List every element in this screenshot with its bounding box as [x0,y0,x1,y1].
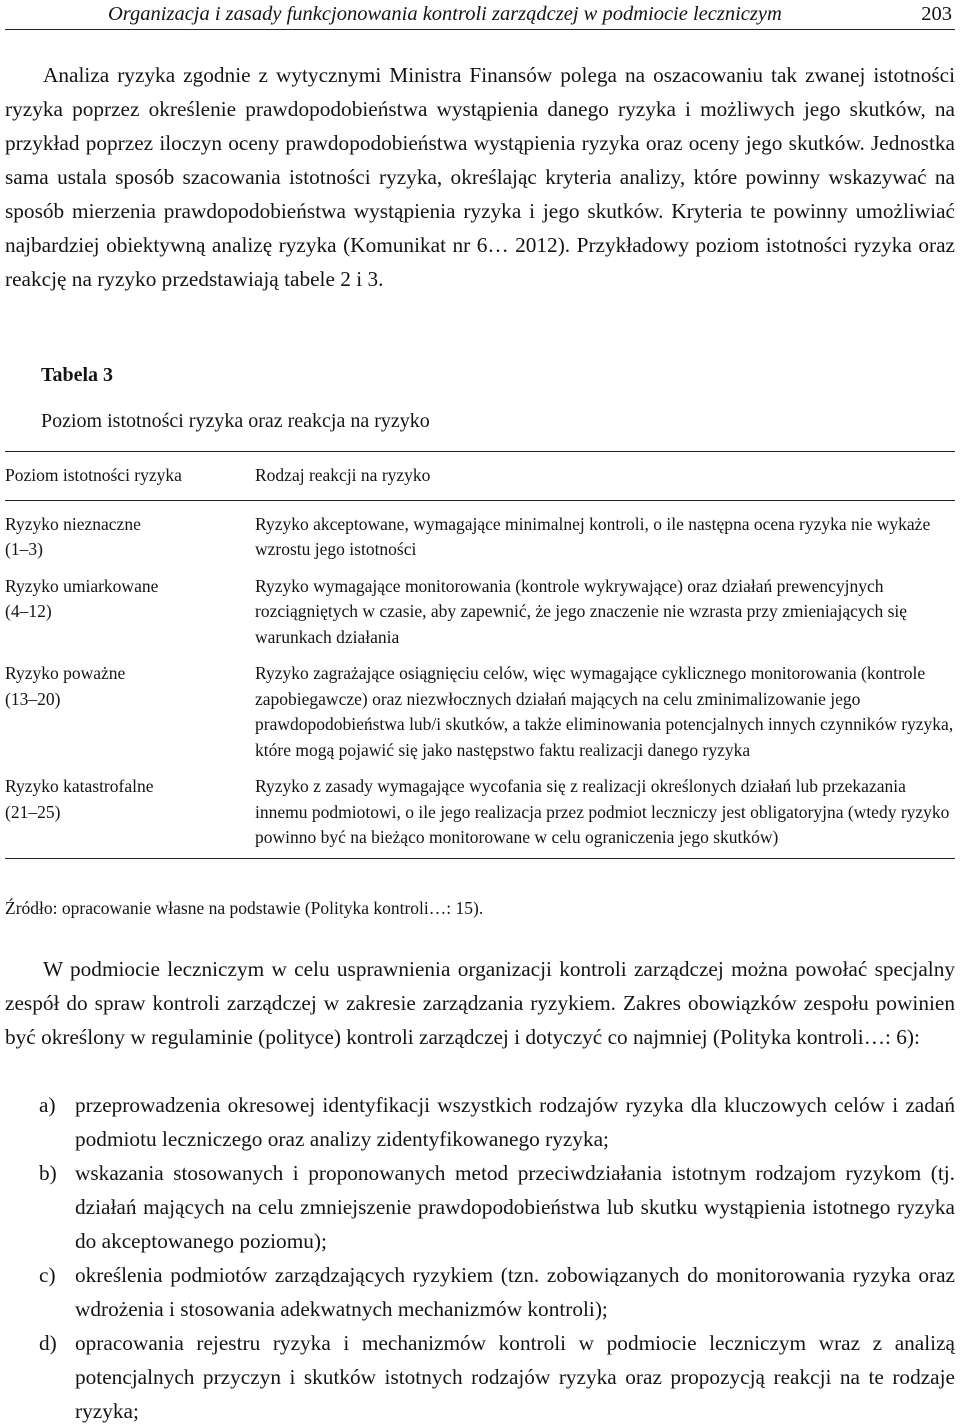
paragraph-risk-analysis: Analiza ryzyka zgodnie z wytycznymi Ministra Finansów polega na oszacowaniu tak zwanej istotności ryzyka poprzez określenie prawdopodobieństwa wystąpienia danego ryzyka i możliwych jego skutków, na przykład poprzez iloczyn oceny prawdopodobieństwa wystąpienia ryzyka oraz oceny jego skutków. Jednostka sama ustala sposób szacowania istotności ryzyka, określając kryteria analizy, które powinny wskazywać na sposób mierzenia prawdopodobieństwa wystąpienia ryzyka i jego skutków. Kryteria te powinny umożliwiać najbardziej obiektywną analizę ryzyka (Komunikat nr 6… 2012). Przykładowy poziom istotności ryzyka oraz reakcję na ryzyko przedstawiają tabele 2 i 3. [5,63,955,291]
paragraph-risk-team: W podmiocie leczniczym w celu usprawnienia organizacji kontroli zarządczej można powołać specjalny zespół do spraw kontroli zarządczej w zakresie zarządzania ryzykiem. Zakres obowiązków zespołu powinien być określony w regulaminie (polityce) kontroli zarządczej i dotyczyć co najmniej (Polityka kontroli…: 6): [5,957,955,1049]
header-title: Organizacja i zasady funkcjonowania kontroli zarządczej w podmiocie leczniczym [108,3,782,25]
duties-list [5,1088,955,1428]
risk-level-name: Ryzyko katastrofalne [5,776,154,796]
risk-reaction-cell: Ryzyko akceptowane, wymagające minimalnej kontroli, o ile następna ocena ryzyka nie wykaże wzrostu jego istotności [255,513,931,559]
risk-level-name: Ryzyko poważne [5,663,126,683]
risk-table [5,451,955,859]
list-item-text: przeprowadzenia okresowej identyfikacji wszystkich rodzajów ryzyka dla kluczowych celów i zadań podmiotu leczniczego oraz analizy zidentyfikowanego ryzyka; [75,1093,955,1151]
risk-level-cell [5,500,255,563]
table-caption: Poziom istotności ryzyka oraz reakcja na ryzyko [41,410,430,432]
list-item [5,1258,955,1326]
list-marker: d) [39,1331,57,1355]
list-item [5,1088,955,1156]
table-row [5,500,955,563]
risk-level-cell [5,650,255,763]
table-source-note: Źródło: opracowanie własne na podstawie (Polityka kontroli…: 15). [5,898,484,918]
table-label: Tabela 3 [41,364,114,386]
risk-reaction-cell: Ryzyko z zasady wymagające wycofania się z realizacji określonych działań lub przekazania innemu podmiotowi, o ile jego realizacja przez podmiot leczniczy jest obligatoryjna (wtedy ryzyko powinno być na bieżąco monitorowane w celu ograniczenia jego skutków) [255,763,955,858]
risk-level-range: (1–3) [5,539,43,559]
risk-level-range: (4–12) [5,601,52,621]
risk-reaction-cell: Ryzyko wymagające monitorowania (kontrole wykrywające) oraz działań prewencyjnych rozciągniętych w czasie, aby zapewnić, że jego znaczenie nie wzrasta przy zmieniających się warunkach działania [255,575,908,647]
table-row [5,563,955,651]
list-item [5,1156,955,1258]
risk-level-range: (13–20) [5,688,61,709]
list-item-text: wskazania stosowanych i proponowanych metod przeciwdziałania istotnym rodzajom ryzykom (tj. działań mających na celu zmniejszenie prawdopodobieństwa lub skutku wystąpienia istotnego ryzyka do akceptowanego poziomu); [75,1161,955,1253]
risk-level-range: (21–25) [5,801,61,822]
list-item [5,1326,955,1428]
risk-level-name: Ryzyko nieznaczne [5,513,141,534]
header-risk-level: Poziom istotności ryzyka [5,452,255,501]
table-row [5,650,955,763]
list-marker: c) [39,1263,56,1287]
risk-level-name: Ryzyko umiarkowane [5,575,159,596]
header-reaction-type: Rodzaj reakcji na ryzyko [255,452,955,501]
risk-level-cell [5,763,255,858]
risk-level-cell [5,563,255,651]
list-item-text: określenia podmiotów zarządzających ryzykiem (tzn. zobowiązanych do monitorowania ryzyka oraz wdrożenia i stosowania adekwatnych mechanizmów kontroli); [75,1263,955,1321]
list-marker: b) [39,1161,57,1185]
list-item-text: opracowania rejestru ryzyka i mechanizmów kontroli w podmiocie leczniczym wraz z analizą potencjalnych przyczyn i skutków istotnych rodzajów ryzyka oraz propozycją reakcji na te rodzaje ryzyka; [75,1331,955,1423]
risk-reaction-cell: Ryzyko zagrażające osiągnięciu celów, więc wymagające cyklicznego monitorowania (kontrole zapobiegawcze) oraz niezwłocznych działań mających na celu zminimalizowanie jego prawdopodobieństwa lub/i skutków, a także eliminowania potencjalnych innych czynników ryzyka, które mogą pojawić się jako następstwo faktu realizacji danego ryzyka [255,663,954,760]
page-number: 203 [921,3,952,25]
running-header [5,2,955,30]
table-header-row [5,452,955,501]
list-marker: a) [39,1093,56,1117]
table-row [5,763,955,858]
